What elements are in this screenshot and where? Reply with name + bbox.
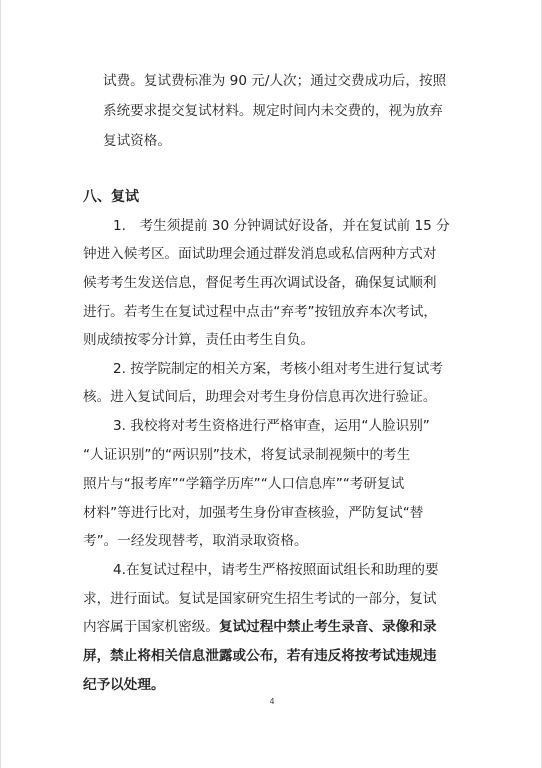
text-normal: 内容属于国家机密级。 [83,619,219,635]
text-line: 试费。复试费标准为 90 元/人次；通过交费成功后，按照 [103,73,447,89]
text-line: 求，进行面试。复试是国家研究生招生考试的一部分，复试 [83,591,437,607]
section-heading: 八、复试 [83,189,139,205]
text-line: 进行。若考生在复试过程中点击“弃考”按钮放弃本次考试， [83,304,437,320]
text-line: 2. 按学院制定的相关方案，考核小组对考生进行复试考 [113,361,443,377]
text-line: 1. 考生须提前 30 分钟调试好设备，并在复试前 15 分 [113,218,450,234]
text-line: 则成绩按零分计算，责任由考生自负。 [83,332,315,348]
text-line [83,618,542,636]
text-line: 纪予以处理。 [83,677,165,693]
text-line: 照片与“报考库”“学籍学历库”“人口信息库”“考研复试 [83,476,405,492]
text-line: 材料”等进行比对，加强考生身份审查核验，严防复试“替 [83,505,424,521]
text-line: 复试资格。 [103,133,171,149]
text-line: 钟进入候考区。面试助理会通过群发消息或私信两种方式对 [83,246,437,262]
text-line: 屏，禁止将相关信息泄露或公布，若有违反将按考试违规违 [83,648,437,664]
text-line: 3. 我校将对考生资格进行严格审查，运用“人脸识别” [113,418,430,434]
text-line: “人证识别”的“两识别”技术，将复试录制视频中的考生 [83,447,411,463]
text-line: 候考考生发送信息，督促考生再次调试设备，确保复试顺利 [83,275,437,291]
text-bold: 复试过程中禁止考生录音、录像和录 [218,619,437,635]
text-line: 核。进入复试间后，助理会对考生身份信息再次进行验证。 [83,389,437,405]
text-line: 4.在复试过程中，请考生严格按照面试组长和助理的要 [113,562,439,578]
text-line: 考”。一经发现替考，取消录取资格。 [83,533,308,549]
text-line: 系统要求提交复试材料。规定时间内未交费的，视为放弃 [103,103,443,119]
page-number: 4 [269,697,275,706]
